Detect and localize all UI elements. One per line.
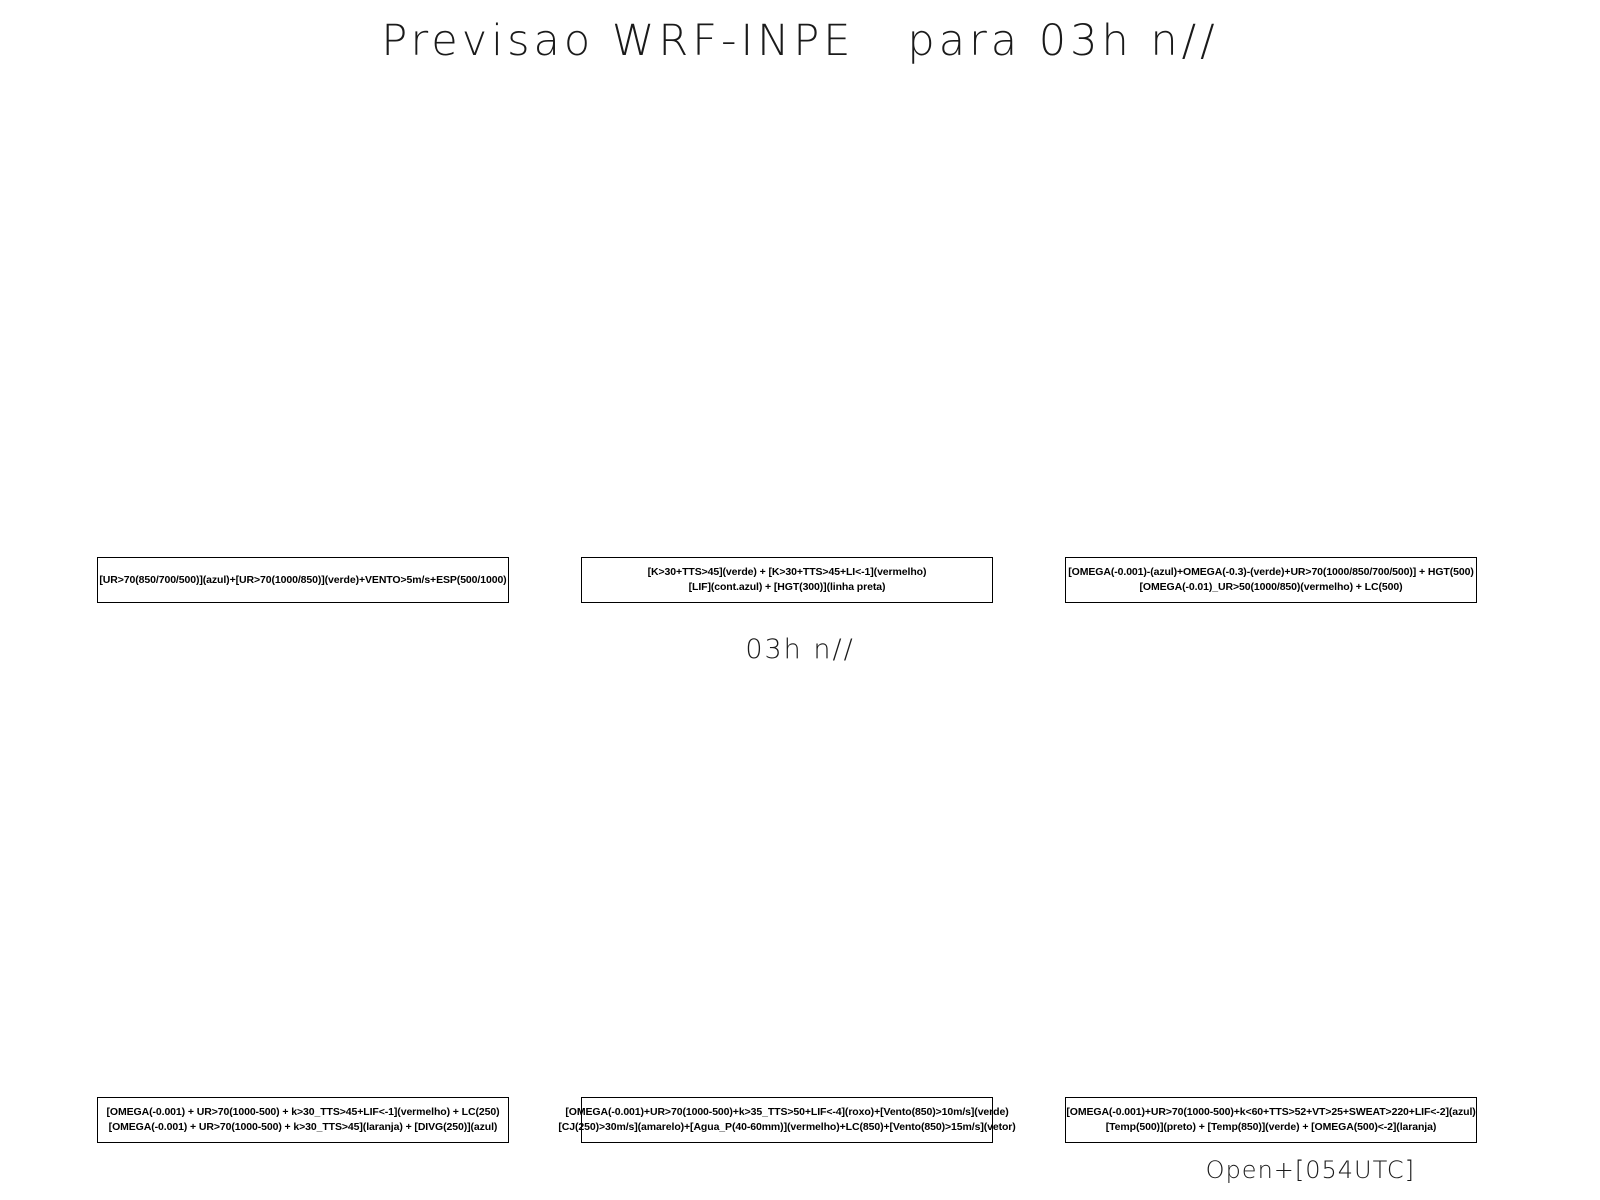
- legend-line-1: [K>30+TTS>45](verde) + [K>30+TTS>45+LI<-1](vermelho): [647, 566, 927, 578]
- legend-box-top-right: [1065, 557, 1477, 603]
- legend-line-2: [OMEGA(-0.001) + UR>70(1000-500) + k>30_TTS>45](laranja) + [DIVG(250)](azul): [108, 1121, 498, 1133]
- timestamp-stamp: Open+[054UTC]: [1205, 1156, 1415, 1184]
- legend-line-1: [OMEGA(-0.001)+UR>70(1000-500)+k>35_TTS>50+LIF<-4](roxo)+[Vento(850)>10m/s](verde): [565, 1106, 1009, 1118]
- legend-box-bottom-left: [97, 1097, 509, 1143]
- mid-caption: 03h n//: [745, 634, 855, 665]
- legend-box-top-left: [97, 557, 509, 603]
- legend-box-bottom-center: [558, 1097, 1016, 1143]
- legend-line-1: [OMEGA(-0.001)-(azul)+OMEGA(-0.3)-(verde)+UR>70(1000/850/700/500)] + HGT(500): [1068, 566, 1474, 578]
- legend-line-2: [CJ(250)>30m/s](amarelo)+[Agua_P(40-60mm)](vermelho)+LC(850)+[Vento(850)>15m/s](vetor): [558, 1121, 1016, 1133]
- legend-line-2: [Temp(500)](preto) + [Temp(850)](verde) + [OMEGA(500)<-2](laranja): [1105, 1121, 1437, 1133]
- legend-line-1: [OMEGA(-0.001) + UR>70(1000-500) + k>30_TTS>45+LIF<-1](vermelho) + LC(250): [106, 1106, 500, 1118]
- legend-box-bottom-right: [1065, 1097, 1477, 1143]
- legend-line-2: [LIF](cont.azul) + [HGT(300)](linha preta): [688, 581, 886, 593]
- legend-line-2: [OMEGA(-0.01)_UR>50(1000/850)(vermelho) + LC(500): [1139, 581, 1403, 593]
- page-title: Previsao WRF-INPE para 03h n//: [381, 16, 1219, 66]
- legend-line-1: [OMEGA(-0.001)+UR>70(1000-500)+k<60+TTS>52+VT>25+SWEAT>220+LIF<-2](azul): [1066, 1106, 1476, 1118]
- legend-box-top-center: [581, 557, 993, 603]
- legend-line-1: [UR>70(850/700/500)](azul)+[UR>70(1000/850)](verde)+VENTO>5m/s+ESP(500/1000): [99, 573, 507, 586]
